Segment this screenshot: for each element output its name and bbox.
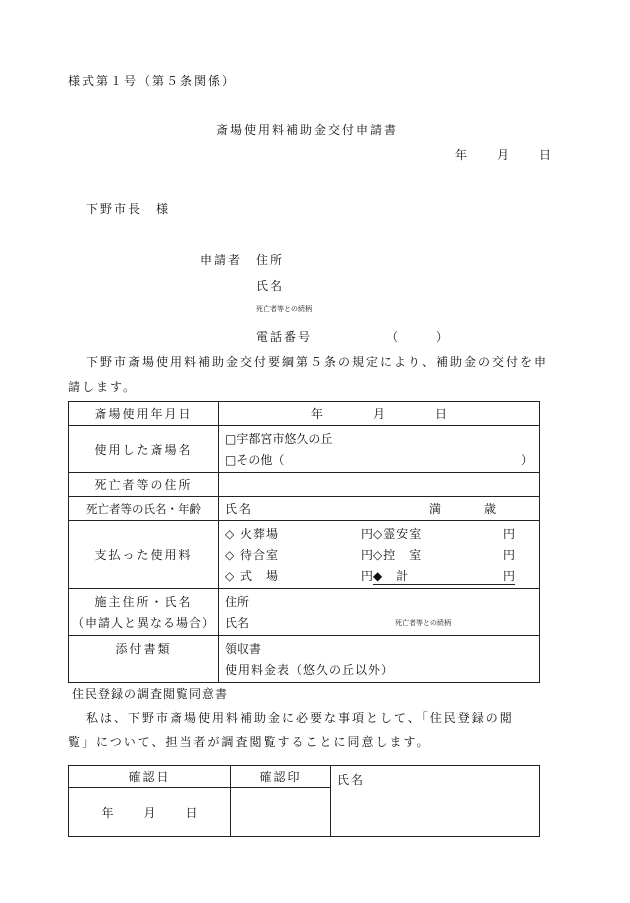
crematorium-option-other[interactable]: □その他（ ） xyxy=(225,453,533,467)
attachment-receipt: 領収書 xyxy=(225,642,262,656)
phone-paren-close: ） xyxy=(436,330,449,344)
fee-row xyxy=(69,521,540,589)
phone-paren-open: （ xyxy=(386,330,399,344)
chief-address-label: 住所 xyxy=(225,595,250,609)
confirmation-table xyxy=(68,765,540,837)
confirm-name-label: 氏名 xyxy=(337,773,366,787)
applicant-label: 申請者 xyxy=(200,253,243,267)
date-month: 月 xyxy=(497,148,510,162)
use-date-year: 年 xyxy=(310,407,323,421)
use-date-label: 斎場使用年月日 xyxy=(69,402,219,426)
intro-line-1: 下野市斎場使用料補助金交付要綱第５条の規定により、補助金の交付を申 xyxy=(86,355,549,369)
confirm-seal-header: 確認印 xyxy=(231,766,331,788)
attachments-values xyxy=(219,636,540,683)
applicant-address-label: 住所 xyxy=(256,253,285,267)
use-date-month: 月 xyxy=(372,407,385,421)
age-full-label: 満 xyxy=(429,502,442,516)
intro-line-2: 請します。 xyxy=(68,380,138,394)
confirm-date-value[interactable] xyxy=(69,788,231,837)
deceased-name-label: 氏名 xyxy=(225,502,254,516)
deceased-name-age-row xyxy=(69,497,540,521)
deceased-name-age-value[interactable] xyxy=(219,497,540,521)
age-unit-label: 歳 xyxy=(484,502,497,516)
addressee: 下野市長 様 xyxy=(86,202,171,216)
chief-mourner-label: 施主住所・氏名 （申請人と異なる場合） xyxy=(69,589,219,636)
crematorium-options xyxy=(219,426,540,473)
date-day: 日 xyxy=(539,148,552,162)
use-date-row xyxy=(69,402,540,426)
consent-line-1: 私は、下野市斎場使用料補助金に必要な事項として、「住民登録の閲 xyxy=(86,711,514,725)
confirm-date-month: 月 xyxy=(143,805,156,820)
form-title: 斎場使用料補助金交付申請書 xyxy=(216,123,399,137)
application-table xyxy=(68,401,540,683)
deceased-address-label: 死亡者等の住所 xyxy=(69,473,219,497)
deceased-address-row xyxy=(69,473,540,497)
crematorium-row xyxy=(69,426,540,473)
crematorium-option-utsunomiya[interactable]: □宇都宮市悠久の丘 xyxy=(225,432,333,446)
fee-line: ◇ 式 場 円 ◆ 計 円 xyxy=(225,568,516,583)
confirm-name-cell[interactable] xyxy=(331,766,540,837)
date-year: 年 xyxy=(455,148,468,162)
attachments-row xyxy=(69,636,540,683)
confirm-date-year: 年 xyxy=(101,805,114,820)
confirm-date-day: 日 xyxy=(185,805,198,820)
chief-mourner-row xyxy=(69,589,540,636)
consent-line-2: 覧」について、担当者が調査閲覧することに同意します。 xyxy=(68,735,431,749)
deceased-name-age-label: 死亡者等の氏名・年齢 xyxy=(69,497,219,521)
applicant-relation-label: 死亡者等との続柄 xyxy=(256,305,312,313)
crematorium-label: 使用した斎場名 xyxy=(69,426,219,473)
fee-label: 支払った使用料 xyxy=(69,521,219,589)
chief-mourner-values[interactable] xyxy=(219,589,540,636)
confirm-seal-value[interactable] xyxy=(231,788,331,837)
fee-line: ◇ 待合室 円 ◇控 室 円 xyxy=(225,548,516,562)
fee-values xyxy=(219,521,540,589)
deceased-address-value[interactable] xyxy=(219,473,540,497)
fee-line: ◇ 火葬場 円 ◇霊安室 円 xyxy=(225,527,516,541)
use-date-value xyxy=(219,402,540,426)
form-number: 様式第１号（第５条関係） xyxy=(68,74,237,88)
applicant-name-label: 氏名 xyxy=(256,279,285,293)
attachment-fee-table: 使用料金表（悠久の丘以外） xyxy=(225,663,395,677)
applicant-phone-label: 電話番号 xyxy=(256,330,313,344)
attachments-label: 添付書類 xyxy=(69,636,219,683)
use-date-day: 日 xyxy=(435,407,448,421)
consent-heading: 住民登録の調査閲覧同意書 xyxy=(72,687,229,701)
chief-name-line: 氏名 死亡者等との続柄 xyxy=(225,616,451,630)
chief-relation-label: 死亡者等との続柄 xyxy=(395,618,451,627)
confirm-date-header: 確認日 xyxy=(69,766,231,788)
fee-total: ◆ 計 xyxy=(373,567,503,585)
